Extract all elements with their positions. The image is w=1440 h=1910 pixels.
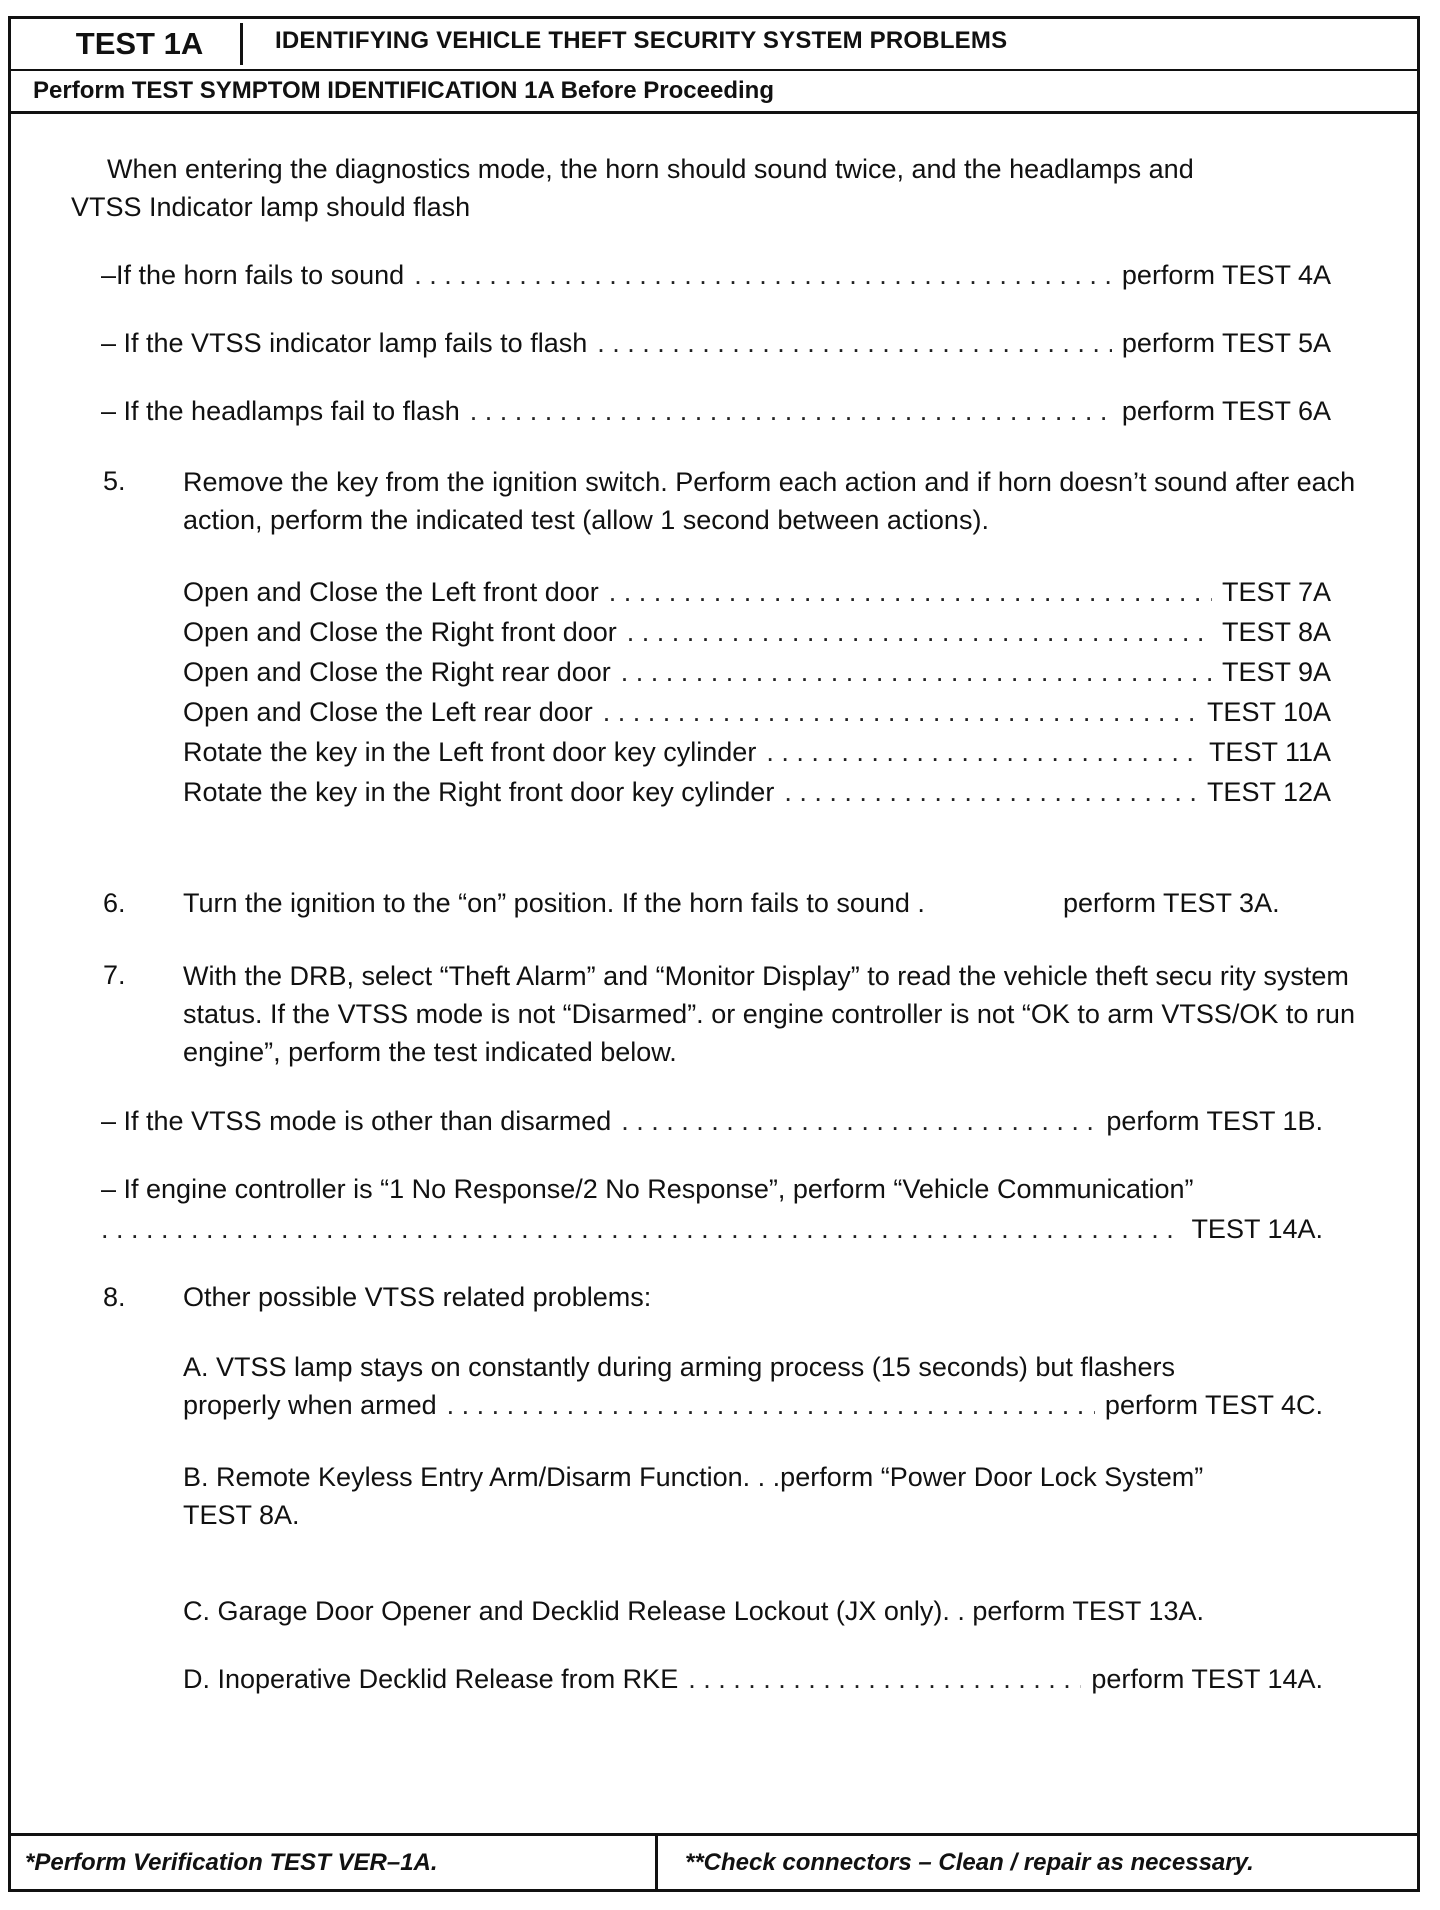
leader-dots	[621, 1103, 1096, 1139]
leader-dots	[414, 257, 1112, 293]
leader-dots	[603, 694, 1197, 730]
action-test: TEST 9A	[1221, 657, 1331, 687]
diag-check-action: perform TEST 4A	[1121, 260, 1331, 290]
subtitle: Perform TEST SYMPTOM IDENTIFICATION 1A Before Proceeding	[33, 77, 774, 104]
leader-dots	[597, 325, 1112, 361]
action-label: Open and Close the Left front door	[183, 577, 599, 607]
leader-dots	[784, 774, 1197, 810]
step-5-action-row	[183, 774, 1331, 810]
step-8-d-row	[183, 1661, 1323, 1697]
item-label: properly when armed	[183, 1390, 437, 1420]
check-action: perform TEST 1B.	[1106, 1106, 1323, 1136]
step-8-b-line-1: B. Remote Keyless Entry Arm/Disarm Function. . .perform “Power Door Lock System”	[183, 1462, 1204, 1492]
step-6-text: Turn the ignition to the “on” position. If the horn fails to sound .	[183, 888, 925, 918]
action-test: TEST 11A	[1208, 737, 1331, 767]
step-7-number: 7.	[103, 960, 126, 990]
action-label: Open and Close the Right rear door	[183, 657, 611, 687]
diag-check-row	[101, 257, 1331, 293]
action-label: Rotate the key in the Right front door key cylinder	[183, 777, 775, 807]
diag-check-label: – If the headlamps fail to flash	[101, 396, 460, 426]
diag-check-label: –If the horn fails to sound	[101, 260, 405, 290]
item-label: D. Inoperative Decklid Release from RKE	[183, 1664, 679, 1694]
check-label: – If the VTSS mode is other than disarmed	[101, 1106, 612, 1136]
test-sheet	[8, 16, 1420, 1892]
check-action: TEST 14A.	[1191, 1214, 1323, 1244]
step-8-text: Other possible VTSS related problems:	[183, 1282, 652, 1312]
step-5-action-row	[183, 614, 1331, 650]
action-label: Open and Close the Right front door	[183, 617, 617, 647]
action-test: TEST 7A	[1221, 577, 1331, 607]
leader-dots	[621, 654, 1212, 690]
subtitle-divider	[11, 111, 1417, 114]
step-5-text: Remove the key from the ignition switch. Perform each action and if horn doesn’t sound after each action, perform the indicated test (allow 1 second between actions).	[183, 467, 1356, 535]
item-action: perform TEST 4C.	[1104, 1390, 1323, 1420]
action-label: Open and Close the Left rear door	[183, 697, 593, 727]
leader-dots	[609, 574, 1212, 610]
diag-check-action: perform TEST 6A	[1121, 396, 1331, 426]
step-8-number: 8.	[103, 1282, 126, 1312]
leader-dots	[766, 734, 1199, 770]
footer-divider	[655, 1836, 658, 1889]
step-8-a-line-1: A. VTSS lamp stays on constantly during arming process (15 seconds) but flashers	[183, 1352, 1175, 1382]
action-test: TEST 12A	[1206, 777, 1331, 807]
diag-check-label: – If the VTSS indicator lamp fails to flash	[101, 328, 588, 358]
step-5-action-row	[183, 694, 1331, 730]
step-6-number: 6.	[103, 888, 126, 918]
step-6-action: perform TEST 3A.	[1063, 888, 1280, 918]
intro-line-2: VTSS Indicator lamp should flash	[71, 192, 471, 222]
leader-dots	[101, 1211, 1181, 1247]
header-divider	[11, 69, 1417, 71]
test-id-box: TEST 1A	[39, 23, 243, 65]
step-5-action-row	[183, 574, 1331, 610]
step-7-text: With the DRB, select “Theft Alarm” and “Monitor Display” to read the vehicle theft secu rity system status. If the VTSS mode is not “Disarmed”. or engine controller is not “OK to arm VTSS/OK to run engine”, perform the test indicated below.	[183, 961, 1355, 1067]
diag-check-row	[101, 393, 1331, 429]
item-action: perform TEST 14A.	[1091, 1664, 1323, 1694]
step-8-b-line-2: TEST 8A.	[183, 1500, 300, 1530]
step-5-number: 5.	[103, 466, 126, 496]
action-label: Rotate the key in the Left front door key cylinder	[183, 737, 757, 767]
step-7-check-2-text: – If engine controller is “1 No Response/2 No Response”, perform “Vehicle Communication”	[101, 1174, 1194, 1204]
footer	[11, 1833, 1417, 1889]
step-5-action-row	[183, 734, 1331, 770]
action-test: TEST 10A	[1206, 697, 1331, 727]
footer-right-note: **Check connectors – Clean / repair as necessary.	[685, 1848, 1254, 1876]
leader-dots	[470, 393, 1112, 429]
intro-line-1: When entering the diagnostics mode, the horn should sound twice, and the headlamps and	[107, 154, 1194, 184]
footer-left-note: *Perform Verification TEST VER–1A.	[25, 1848, 438, 1876]
test-title: IDENTIFYING VEHICLE THEFT SECURITY SYSTEM PROBLEMS	[275, 27, 1008, 54]
leader-dots	[627, 614, 1212, 650]
step-5-action-row	[183, 654, 1331, 690]
leader-dots	[688, 1661, 1081, 1697]
step-8-c-text: C. Garage Door Opener and Decklid Release Lockout (JX only). . perform TEST 13A.	[183, 1596, 1204, 1626]
step-7-check-2-row	[101, 1211, 1323, 1247]
leader-dots	[447, 1387, 1095, 1423]
step-7-check-row	[101, 1103, 1323, 1139]
action-test: TEST 8A	[1221, 617, 1331, 647]
diag-check-row	[101, 325, 1331, 361]
diag-check-action: perform TEST 5A	[1121, 328, 1331, 358]
step-8-a-row	[183, 1387, 1323, 1423]
